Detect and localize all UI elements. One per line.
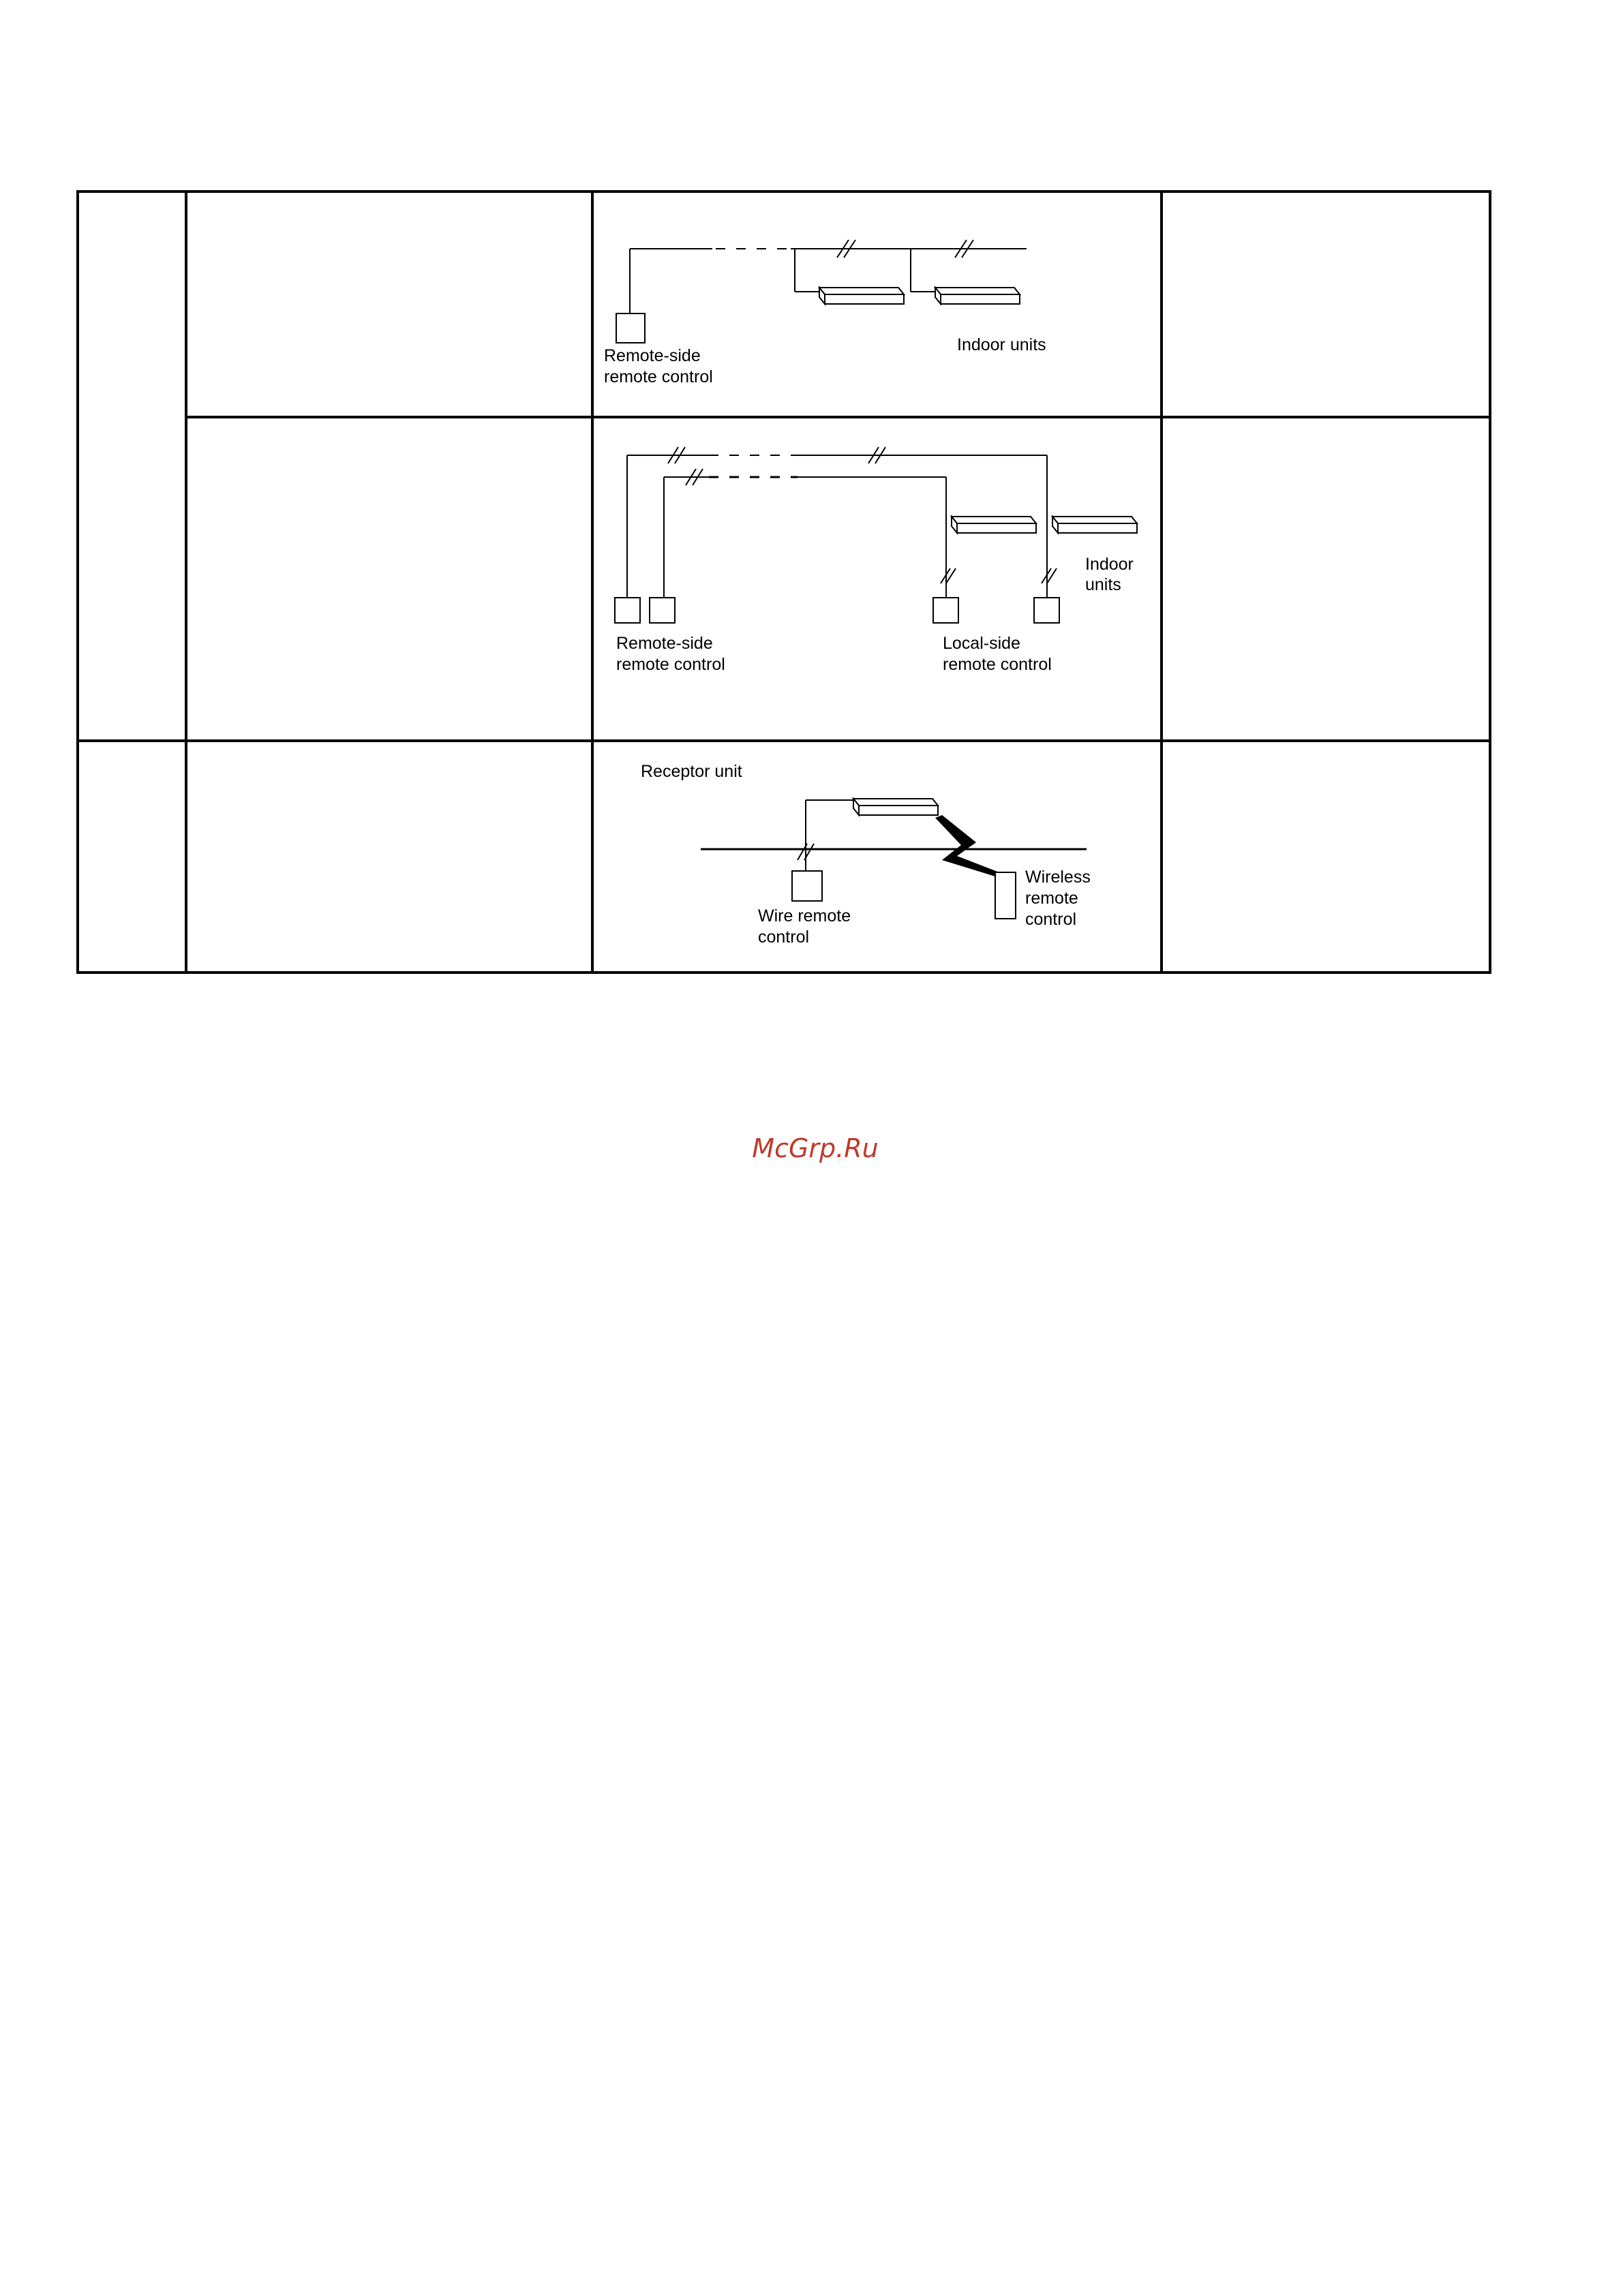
remote-control-box	[650, 598, 675, 623]
indoor-unit-icon	[1052, 517, 1137, 533]
indoor-unit-icon	[952, 517, 1036, 533]
remote-control-box	[1034, 598, 1059, 623]
wire-remote-box	[792, 871, 822, 901]
local-side-label: remote control	[943, 655, 1052, 674]
indoor-units-label: units	[1085, 575, 1121, 594]
receptor-unit-label: Receptor unit	[641, 762, 742, 781]
remote-side-label: remote control	[604, 367, 713, 386]
diagram-remote-local-control	[615, 447, 1137, 674]
table-frame	[78, 192, 1490, 973]
indoor-units-label: Indoor	[1085, 555, 1134, 574]
indoor-unit-icon	[853, 799, 938, 815]
wireless-remote-label: control	[1025, 910, 1077, 929]
diagram-remote-control-group	[604, 240, 1046, 386]
wire-remote-label: Wire remote	[758, 906, 851, 925]
remote-side-label: remote control	[616, 655, 725, 674]
indoor-unit-icon	[935, 288, 1020, 304]
indoor-unit-icon	[819, 288, 904, 304]
wireless-signal-icon	[935, 815, 999, 876]
break-mark	[668, 447, 1057, 583]
diagram-wireless-control	[641, 762, 1091, 947]
remote-side-label: Remote-side	[616, 634, 713, 653]
wireless-remote-label: remote	[1025, 889, 1078, 908]
remote-control-box	[933, 598, 958, 623]
remote-control-box	[616, 313, 645, 343]
local-side-label: Local-side	[943, 634, 1020, 653]
indoor-units-label: Indoor units	[957, 335, 1046, 354]
remote-control-box	[615, 598, 640, 623]
table-border	[78, 192, 1490, 973]
wireless-remote-label: Wireless	[1025, 868, 1091, 887]
remote-side-label: Remote-side	[604, 346, 701, 365]
wireless-remote-box	[995, 872, 1016, 919]
wire-remote-label: control	[758, 928, 810, 947]
watermark: McGrp.Ru	[752, 1133, 879, 1163]
